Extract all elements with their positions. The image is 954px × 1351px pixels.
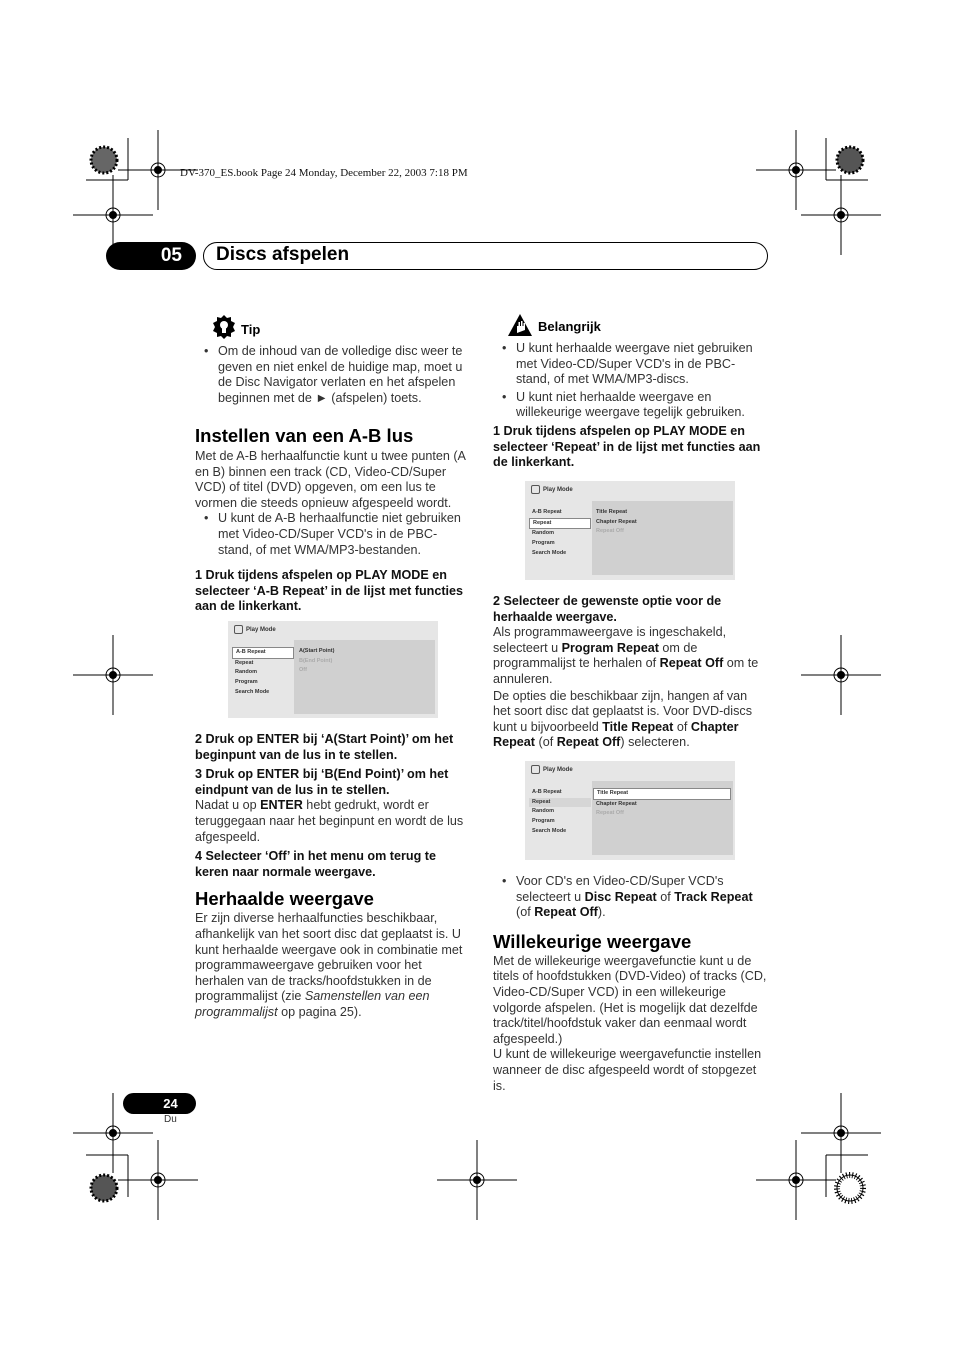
ab-bullet: • U kunt de A-B herhaalfunctie niet gebruiken met Video-CD/Super VCD's in de PBC-stand, of met WMA/MP3-bestanden. [195, 511, 471, 558]
chapter-number: 05 [106, 242, 196, 270]
repeat-heading: Herhaalde weergave [195, 888, 374, 910]
ab-step4: 4 Selecteer ‘Off’ in het menu om terug te keren naar normale weergave. [195, 849, 436, 879]
page-number: 24 [123, 1093, 196, 1114]
play-mode-icon [531, 765, 540, 774]
ab-intro: Met de A-B herhaalfunctie kunt u twee punten (A en B) binnen een track (CD, Video-CD/Super VCD) of titel (DVD) opgeven, om een lus te vormen die steeds opnieuw afgespeeld wordt. [195, 449, 466, 510]
osd-menu: A-B Repeat Repeat Random Program Search Mode [232, 647, 294, 698]
osd-title-repeat: Play Mode A-B Repeat Repeat Random Program Search Mode Title Repeat Chapter Repeat Repeat Off [525, 761, 735, 860]
repeat-p1: Als programmaweergave is ingeschakeld, selecteert u Program Repeat om de programmalijst te herhalen of Repeat Off om te annuleren. [493, 625, 759, 686]
random-section [493, 874, 768, 1094]
repeat-bullet-cd: • Voor CD's en Video-CD/Super VCD's selecteert u Disc Repeat of Track Repeat (of Repeat Off). [493, 874, 768, 921]
ab-step3-note: Nadat u op ENTER hebt gedrukt, wordt er teruggegaan naar het beginpunt en wordt de lus afgespeeld. [195, 798, 464, 844]
osd-ab-repeat [228, 621, 438, 718]
osd-header: Play Mode [234, 625, 276, 634]
repeat-p2: De opties die beschikbaar zijn, hangen af van het soort disc dat geplaatst is. Voor DVD-discs kunt u bijvoorbeeld Title Repeat of Chapter Repeat (of Repeat Off) selecteren. [493, 688, 752, 750]
repeat-step1: 1 Druk tijdens afspelen op PLAY MODE en selecteer ‘Repeat’ in de lijst met functies aan de linkerkant. [493, 423, 761, 470]
print-header: DV-370_ES.book Page 24 Monday, December 22, 2003 7:18 PM [180, 167, 468, 179]
osd-options: Title Repeat Chapter Repeat Repeat Off [596, 509, 637, 535]
osd-menu: A-B Repeat Repeat Random Program Search Mode [529, 508, 591, 559]
ab-section [195, 425, 471, 615]
repeat-step2: 2 Selecteer de gewenste optie voor de herhaalde weergave. [493, 594, 722, 624]
osd-options: Title Repeat Chapter Repeat Repeat Off [593, 788, 731, 819]
play-mode-icon [234, 625, 243, 634]
ab-step2: 2 Druk op ENTER bij ‘A(Start Point)’ om het beginpunt van de lus in te stellen. [195, 732, 454, 762]
language-label: Du [164, 1114, 177, 1125]
important-label: Belangrijk [538, 319, 601, 334]
random-p2: U kunt de willekeurige weergavefunctie instellen wanneer de disc afgespeeld wordt of stopgezet is. [493, 1047, 762, 1093]
random-heading: Willekeurige weergave [493, 930, 692, 952]
tip-bullet: • Om de inhoud van de volledige disc weer te geven en niet enkel de huidige map, moet u de Disc Navigator verlaten en het afspelen beginnen met de ► (afspelen) toets. [195, 344, 471, 406]
osd-repeat: Play Mode A-B Repeat Repeat Random Program Search Mode Title Repeat Chapter Repeat Repeat Off [525, 481, 735, 580]
important-section [493, 341, 768, 471]
repeat-text: Er zijn diverse herhaalfuncties beschikbaar, afhankelijk van het soort disc dat geplaatst is. U kunt herhaalde weergave ook in combinatie met programmaweergave gebruiken voor het herhalen van de tracks/hoofdstukken in de programmalijst (zie Samenstellen van een programmalijst op pagina 25). [195, 911, 463, 1019]
osd-menu: A-B Repeat Repeat Random Program Search Mode [529, 788, 591, 837]
ab-steps-2 [195, 732, 471, 1021]
ab-step3: 3 Druk op ENTER bij ‘B(End Point)’ om het eindpunt van de lus in te stellen. [195, 767, 449, 797]
chapter-title: Discs afspelen [216, 244, 350, 265]
warning-hand-icon [507, 313, 533, 337]
ab-heading: Instellen van een A-B lus [195, 425, 414, 446]
tip-label: Tip [241, 322, 261, 337]
ab-step1: 1 Druk tijdens afspelen op PLAY MODE en selecteer ‘A-B Repeat’ in de lijst met functies aan de linkerkant. [195, 568, 464, 614]
important-bullet-2: • U kunt niet herhaalde weergave en willekeurige weergave tegelijk gebruiken. [493, 390, 768, 421]
random-p1: Met de willekeurige weergavefunctie kunt u de titels of hoofdstukken (DVD-Video) of tracks (CD, Video-CD/Super VCD) in een willekeurige volgorde afspelen. (Het is mogelijk dat dezelfde track/titel/hoofdstuk vaker dan eenmaal wordt afgespeeld.) [493, 953, 767, 1046]
play-mode-icon [531, 485, 540, 494]
repeat-step2-section [493, 594, 768, 751]
osd-options: A(Start Point) B(End Point) Off [299, 648, 335, 674]
lightbulb-icon [211, 314, 237, 340]
important-bullet-1: • U kunt herhaalde weergave niet gebruiken met Video-CD/Super VCD's in de PBC-stand, of met WMA/MP3-discs. [493, 341, 768, 388]
